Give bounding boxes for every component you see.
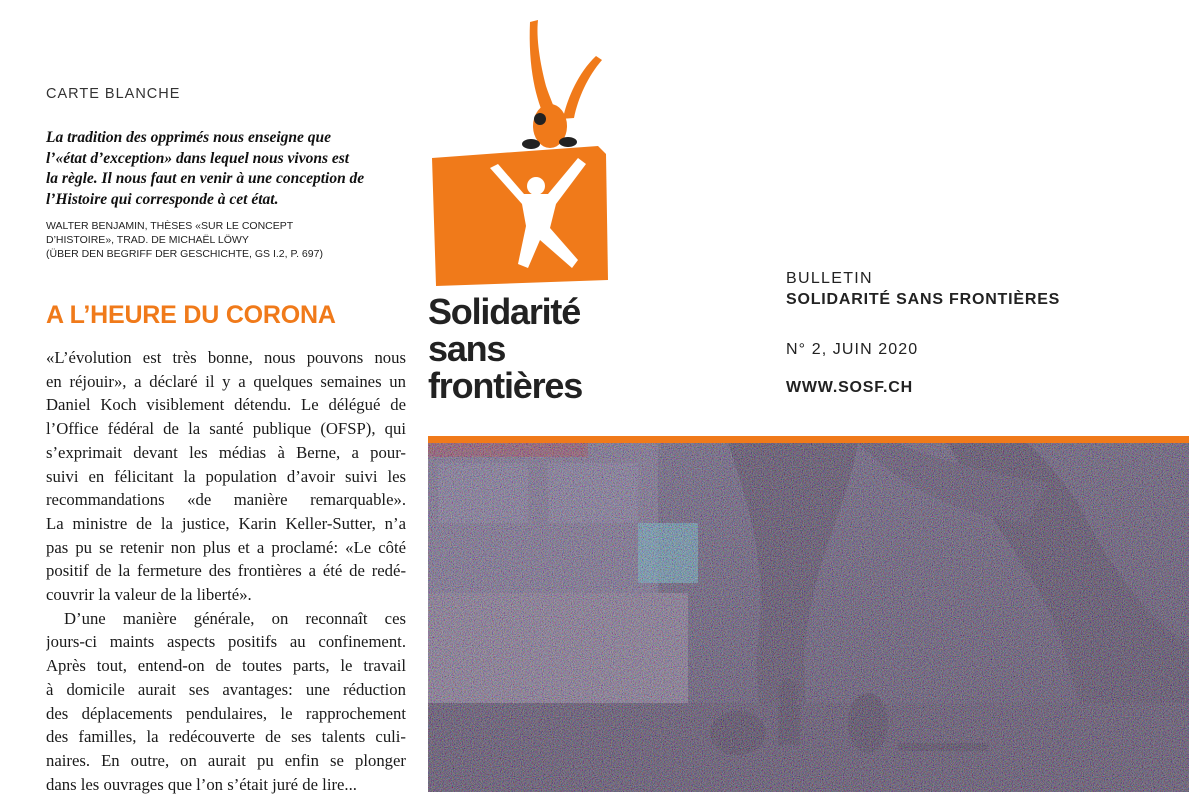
body-line: à domicile aurait ses avantages: une réduction [46, 679, 406, 699]
body-line: jours-ci maints aspects positifs au confinement. [46, 632, 406, 652]
body-line: «L’évolution est très bonne, nous pouvons nous [46, 348, 406, 367]
body-line: des familles, la redécouverte de ses talents culi- [46, 727, 406, 747]
epigraph-quote [46, 128, 406, 210]
logo-graphic-icon [428, 18, 618, 288]
bulletin-label: BULLETIN [786, 270, 873, 287]
article-column [46, 86, 406, 796]
body-line: naires. En outre, on aurait pu enfin se plonger [46, 750, 406, 770]
logo-line: Solidarité [428, 291, 581, 332]
article-headline [46, 301, 406, 330]
body-line: La ministre de la justice, Karin Keller-Sutter, n’a [46, 513, 406, 533]
body-line: pas pu se retenir non plus et a proclamé: «Le côté [46, 537, 406, 557]
headline-light: A L’HEURE [46, 301, 184, 329]
headline-bold: DU CORONA [183, 301, 336, 329]
body-line: l’Office fédéral de la santé publique (OFSP), qui [46, 419, 406, 439]
article-body [46, 346, 406, 796]
bulletin-masthead [786, 270, 1060, 397]
source-line: WALTER BENJAMIN, THÈSES «SUR LE CONCEPT [46, 220, 294, 232]
source-line: (ÜBER DEN BEGRIFF DER GESCHICHTE, GS I.2, P. 697) [46, 248, 323, 260]
bulletin-website[interactable]: WWW.SOSF.CH [786, 379, 914, 396]
body-line: D’une manière générale, on reconnaît ces [64, 608, 406, 628]
body-line: suivi en félicitant la population d’avoir suivi les [46, 466, 406, 486]
body-line: couvrir la valeur de la liberté». [46, 585, 252, 605]
logo-wordmark [428, 293, 582, 404]
body-line: positif de la fermeture des frontières a été de redé- [46, 561, 406, 581]
body-line: recommandations «de manière remarquable». [46, 490, 406, 510]
body-line: des déplacements pendulaires, le rapprochement [46, 703, 406, 723]
orange-divider [428, 436, 1189, 443]
epigraph-line: l’«état d’exception» dans lequel nous vivons est [46, 149, 350, 167]
bulletin-issue: N° 2, JUIN 2020 [786, 341, 919, 358]
source-line: D’HISTOIRE», TRAD. DE MICHAËL LÖWY [46, 234, 249, 246]
section-kicker: CARTE BLANCHE [46, 86, 181, 102]
cover-photo [428, 443, 1189, 792]
logo-figure-icon [428, 18, 618, 288]
logo-line: frontières [428, 365, 583, 406]
epigraph-line: la règle. Il nous faut en venir à une conception de [46, 170, 365, 187]
logo-line: sans [428, 328, 506, 369]
body-line: Daniel Koch visiblement détendu. Le délégué de [46, 395, 406, 415]
epigraph-line: l’Histoire qui corresponde à cet état. [46, 190, 279, 208]
bulletin-title: SOLIDARITÉ SANS FRONTIÈRES [786, 291, 1061, 308]
body-line: s’exprimait devant les médias à Berne, a pour- [46, 442, 406, 462]
photo-graphic [428, 443, 1189, 792]
body-line: dans les ouvrages que l’on s’était juré de lire... [46, 774, 357, 794]
epigraph-line: La tradition des opprimés nous enseigne que [46, 129, 332, 146]
epigraph-source [46, 219, 406, 261]
body-line: Après tout, entend-on de toutes parts, le travail [46, 656, 406, 676]
body-line: en réjouir», a déclaré il y a quelques semaines un [46, 371, 406, 391]
